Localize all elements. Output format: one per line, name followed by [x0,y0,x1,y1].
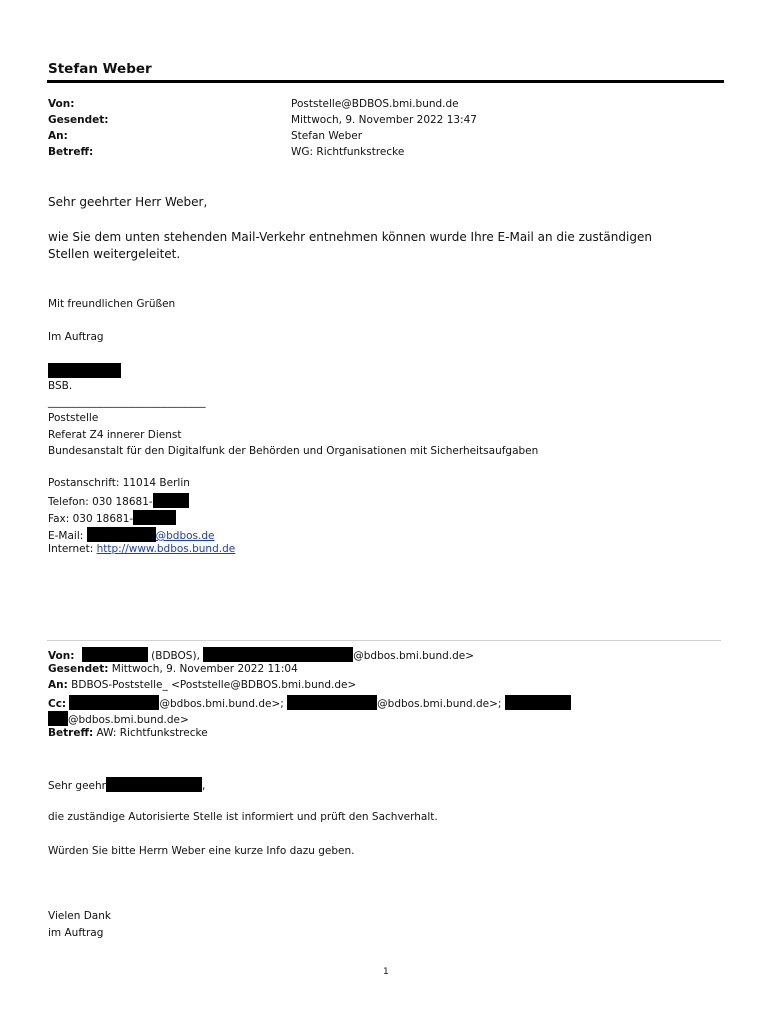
to-label: An: [48,130,68,142]
redaction-block [133,510,176,525]
redaction-block [82,647,148,662]
signature-email [48,527,215,542]
reply-greeting: Mit freundlichen Grüßen [48,298,176,310]
orig-cc-part3: @bdbos.bmi.bund.de> [68,714,189,726]
orig-from-line [48,647,474,662]
signature-internet [48,543,235,555]
redaction-block [106,777,202,792]
orig-line1: die zuständige Autorisierte Stelle ist informiert und prüft den Sachverhalt. [48,811,438,823]
page-number: 1 [383,967,389,977]
signature-agency: Bundesanstalt für den Digitalfunk der Behörden und Organisationen mit Sicherheitsaufgaben [48,445,539,457]
redaction-block [203,647,353,662]
orig-cc-part1: @bdbos.bmi.bund.de>; [159,698,284,710]
redaction-block [287,695,377,710]
signature-department: Referat Z4 innerer Dienst [48,429,182,441]
email-label: E-Mail: [48,530,87,542]
reply-para-line1: wie Sie dem unten stehenden Mail-Verkehr entnehmen können wurde Ihre E-Mail an die zuständigen [48,230,652,244]
orig-salutation [48,777,205,792]
orig-salutation-end: , [202,780,206,792]
orig-subject-line [48,727,208,739]
orig-to-value: BDBOS-Poststelle_ <Poststelle@BDBOS.bmi.bund.de> [71,679,357,691]
fax-text: Fax: 030 18681- [48,513,134,525]
orig-subject-value: AW: Richtfunkstrecke [96,727,208,739]
orig-line2: Würden Sie bitte Herrn Weber eine kurze Info dazu geben. [48,845,355,857]
redaction-block [505,695,571,710]
internet-link[interactable]: http://www.bdbos.bund.de [96,543,236,555]
orig-subject-label: Betreff: [48,727,94,739]
from-value: Poststelle@BDBOS.bmi.bund.de [291,98,459,110]
subject-label: Betreff: [48,146,94,158]
orig-sent-line [48,663,298,675]
orig-cc-continuation [48,711,189,726]
redaction-block [153,493,189,508]
orig-cc-line [48,695,571,710]
redaction-block [48,363,121,378]
orig-to-line [48,679,356,691]
orig-im-auftrag: im Auftrag [48,927,104,939]
signature-address: Postanschrift: 11014 Berlin [48,477,190,489]
reply-para-line2: Stellen weitergeleitet. [48,247,181,261]
signature-phone [48,493,189,508]
from-label: Von: [48,98,75,110]
orig-cc-label: Cc: [48,698,67,710]
redaction-block [87,527,156,542]
orig-sent-value: Mittwoch, 9. November 2022 11:04 [111,663,298,675]
message-separator [47,640,721,641]
email-link[interactable]: @bdbos.de [155,530,215,542]
reply-salutation: Sehr geehrter Herr Weber, [48,195,208,209]
sent-value: Mittwoch, 9. November 2022 13:47 [291,114,477,126]
orig-from-org: (BDBOS), [151,650,200,662]
orig-sent-label: Gesendet: [48,663,109,675]
orig-to-label: An: [48,679,68,691]
document-title: Stefan Weber [48,61,152,77]
orig-from-domain: @bdbos.bmi.bund.de> [353,650,475,662]
title-rule [47,80,724,83]
reply-im-auftrag: Im Auftrag [48,331,104,343]
orig-salutation-start: Sehr geehr [48,780,106,792]
orig-thanks: Vielen Dank [48,910,111,922]
orig-cc-part2: @bdbos.bmi.bund.de>; [377,698,502,710]
internet-label: Internet: [48,543,97,555]
signature-abbr: BSB. [48,380,73,392]
signature-fax [48,510,176,525]
signature-unit: Poststelle [48,412,99,424]
redaction-block [69,695,159,710]
redaction-block [48,711,68,726]
orig-from-label: Von: [48,650,75,662]
sent-label: Gesendet: [48,114,109,126]
signature-separator: ______________________________ [48,396,206,408]
phone-text: Telefon: 030 18681- [48,496,153,508]
subject-value: WG: Richtfunkstrecke [291,146,405,158]
to-value: Stefan Weber [291,130,363,142]
